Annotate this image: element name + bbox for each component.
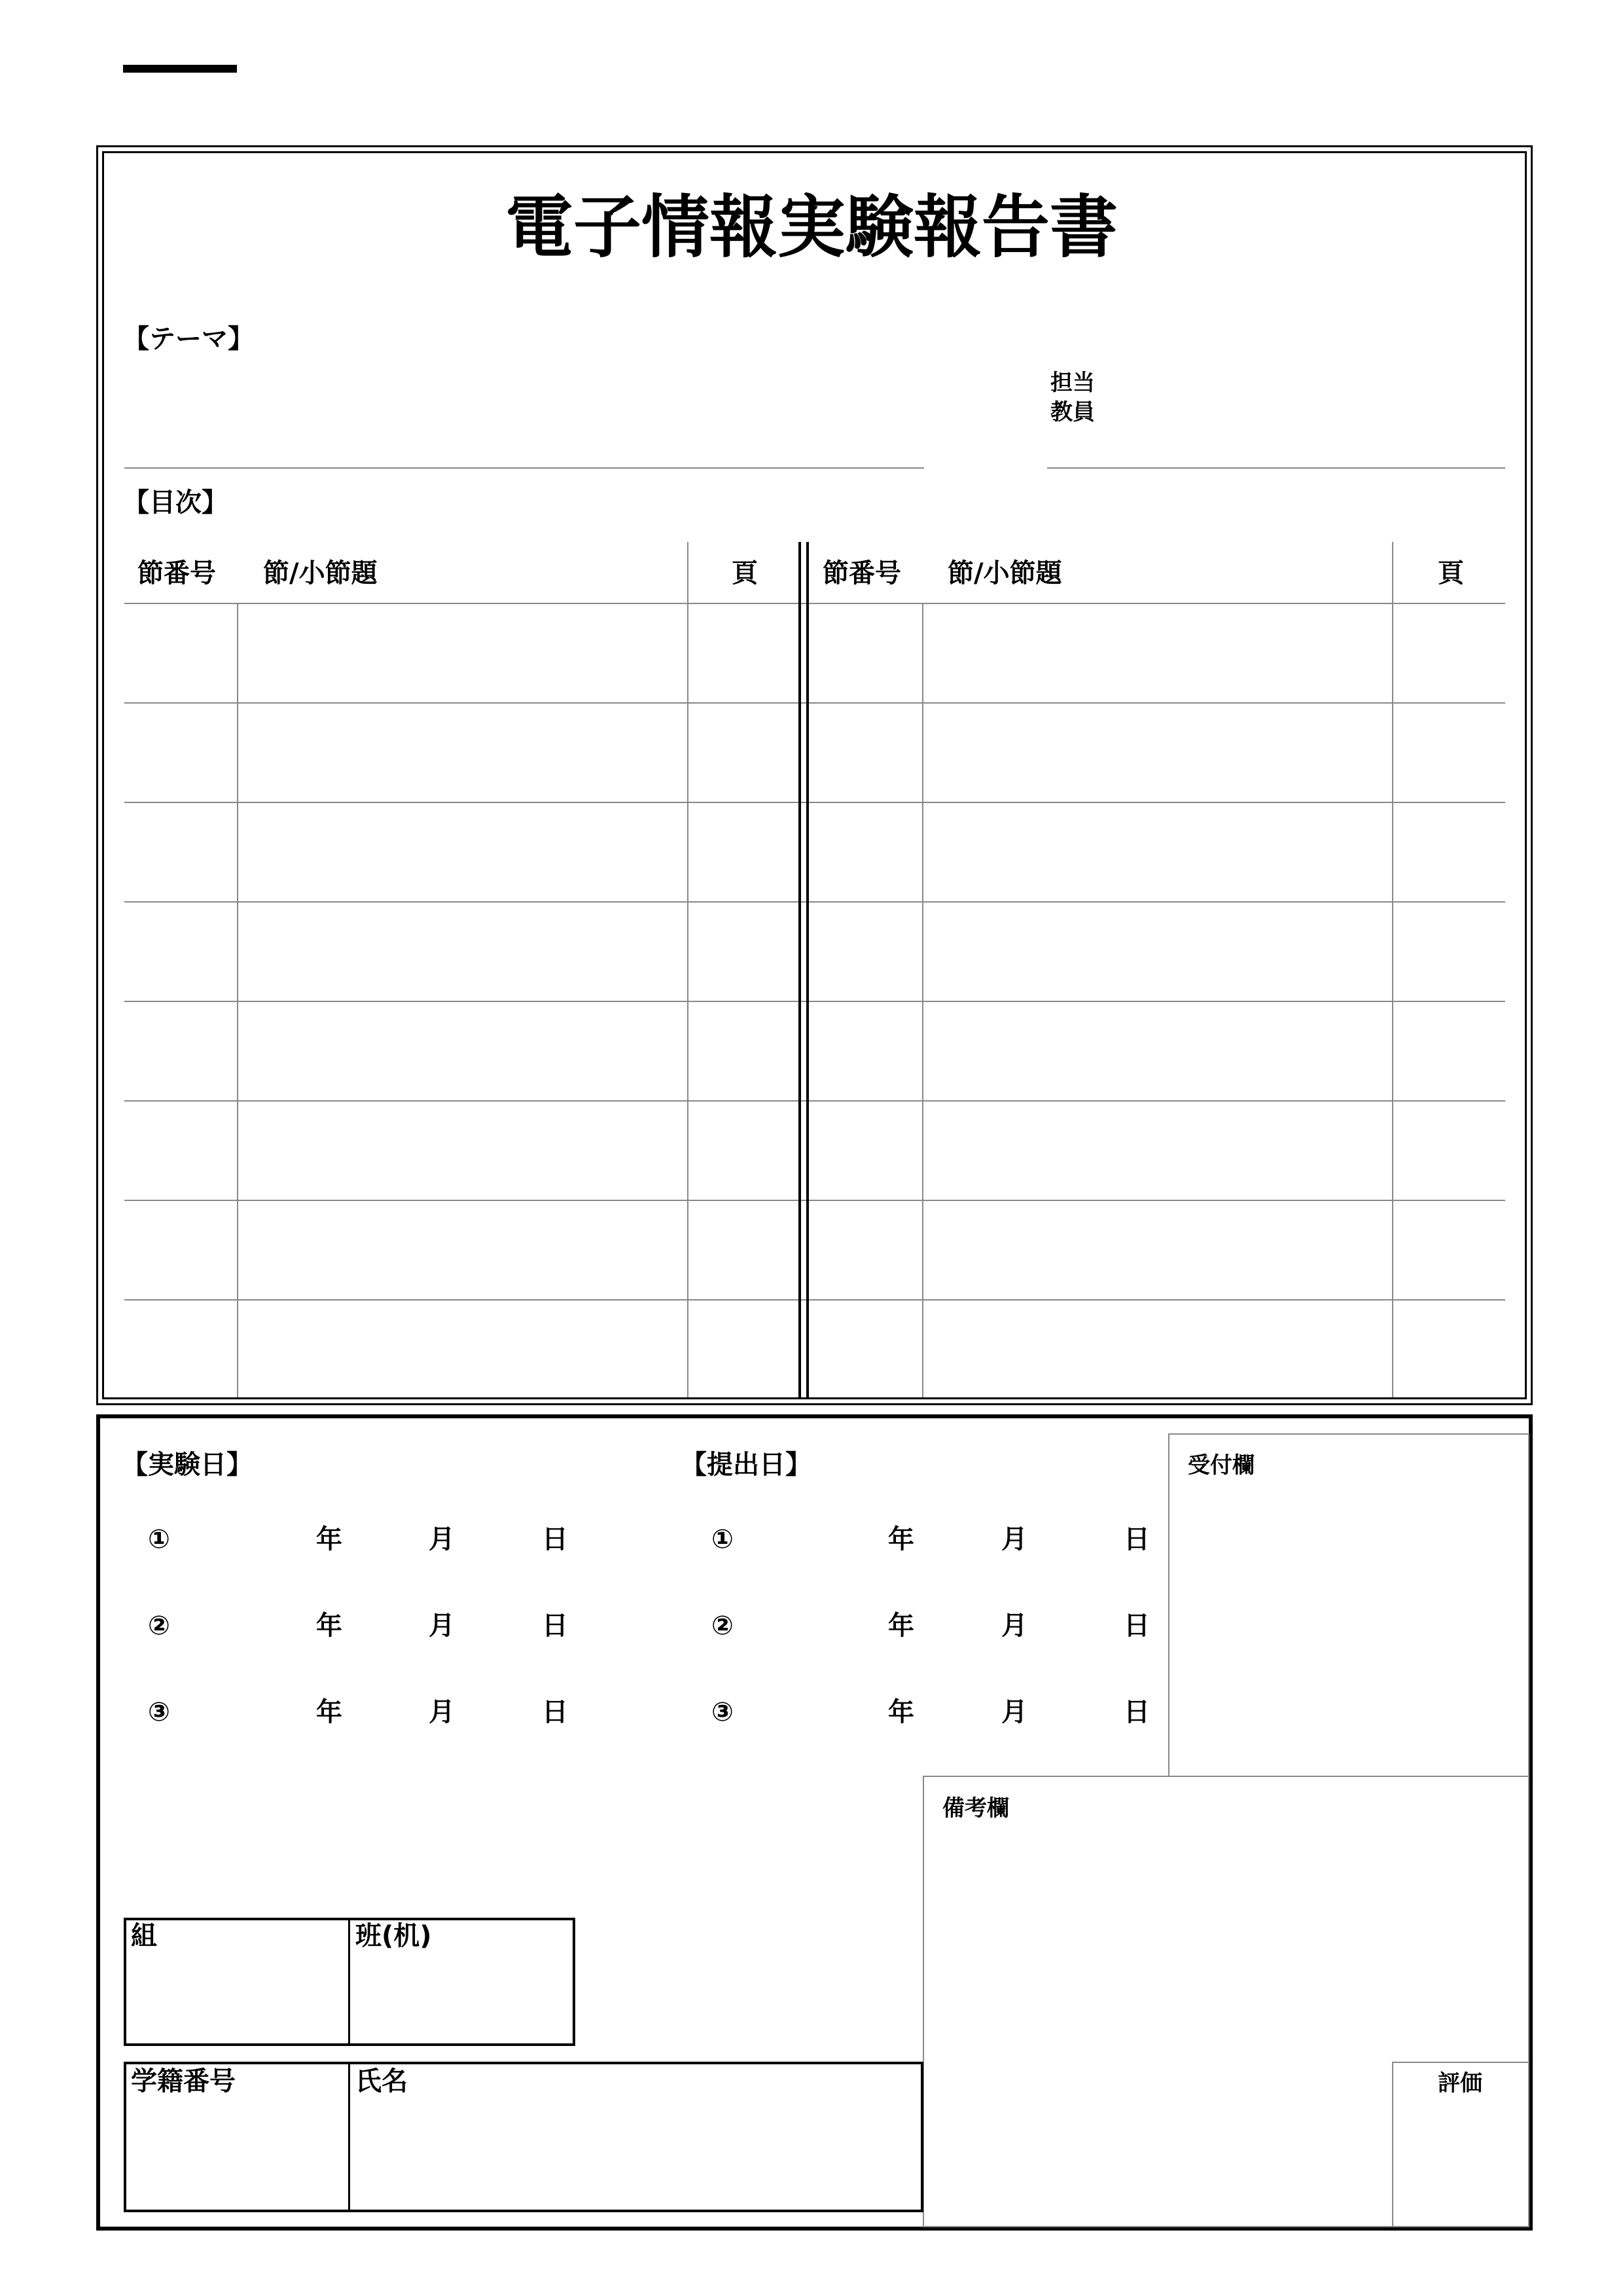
student-info-divider — [348, 2062, 350, 2212]
toc-col-line — [1392, 542, 1393, 1397]
experiment-date-label: 【実験日】 — [122, 1450, 253, 1480]
submit-date-3-month: 月 — [1001, 1697, 1027, 1727]
submit-date-1-month: 月 — [1001, 1524, 1027, 1554]
submit-date-2-marker: ② — [711, 1611, 734, 1641]
submit-date-1-day: 日 — [1124, 1524, 1150, 1554]
exp-date-1-month: 月 — [429, 1524, 455, 1554]
toc-row-line — [124, 1200, 1505, 1201]
name-label: 氏名 — [355, 2066, 408, 2096]
class-label: 組 — [131, 1921, 157, 1951]
group-input-area[interactable] — [353, 1957, 571, 2042]
evaluation-label: 評価 — [1438, 2070, 1482, 2096]
submit-date-1-year: 年 — [888, 1524, 914, 1554]
page-title: 電子情報実験報告書 — [505, 187, 1118, 267]
reception-label: 受付欄 — [1188, 1452, 1255, 1479]
toc-col-line — [237, 603, 238, 1397]
toc-center-divider-1 — [798, 542, 801, 1397]
toc-header-title-right: 節/小節題 — [948, 558, 1062, 588]
exp-date-2-day: 日 — [542, 1611, 568, 1641]
submit-date-2-year: 年 — [888, 1611, 914, 1641]
exp-date-1-day: 日 — [542, 1524, 568, 1554]
top-section-inner-border — [102, 151, 1527, 1399]
toc-col-line — [922, 603, 923, 1397]
class-input-area[interactable] — [129, 1957, 345, 2042]
student-id-label: 学籍番号 — [131, 2066, 236, 2096]
submit-date-3-day: 日 — [1124, 1697, 1150, 1727]
exp-date-2-month: 月 — [429, 1611, 455, 1641]
exp-date-3-year: 年 — [316, 1697, 342, 1727]
toc-center-divider-2 — [806, 542, 809, 1397]
name-input-area[interactable] — [353, 2101, 918, 2207]
remarks-label: 備考欄 — [942, 1795, 1009, 1821]
exp-date-1-marker: ① — [148, 1524, 170, 1554]
toc-row-line — [124, 1001, 1505, 1002]
toc-header-page-left: 頁 — [732, 558, 758, 588]
exp-date-3-marker: ③ — [148, 1697, 170, 1727]
toc-row-line — [124, 802, 1505, 803]
exp-date-2-marker: ② — [148, 1611, 170, 1641]
theme-line — [124, 467, 924, 469]
submit-date-3-marker: ③ — [711, 1697, 734, 1727]
header-bar — [123, 65, 237, 73]
submit-date-label: 【提出日】 — [681, 1450, 812, 1480]
group-label: 班(机) — [355, 1921, 432, 1951]
toc-row-line — [124, 702, 1505, 704]
submit-date-2-day: 日 — [1124, 1611, 1150, 1641]
student-id-input-area[interactable] — [129, 2101, 345, 2207]
toc-header-title-left: 節/小節題 — [263, 558, 378, 588]
toc-header-page-right: 頁 — [1438, 558, 1464, 588]
exp-date-2-year: 年 — [316, 1611, 342, 1641]
class-group-divider — [348, 1918, 350, 2046]
teacher-line — [1047, 467, 1505, 469]
teacher-label-2: 教員 — [1050, 399, 1095, 425]
toc-row-line — [124, 901, 1505, 903]
toc-row-line — [124, 1100, 1505, 1102]
toc-col-line — [687, 542, 688, 1397]
toc-row-line — [124, 1299, 1505, 1300]
exp-date-1-year: 年 — [316, 1524, 342, 1554]
exp-date-3-month: 月 — [429, 1697, 455, 1727]
submit-date-2-month: 月 — [1001, 1611, 1027, 1641]
toc-header-num-right: 節番号 — [823, 558, 901, 588]
toc-label: 【目次】 — [123, 488, 228, 518]
submit-date-3-year: 年 — [888, 1697, 914, 1727]
exp-date-3-day: 日 — [542, 1697, 568, 1727]
toc-row-line — [124, 603, 1505, 604]
submit-date-1-marker: ① — [711, 1524, 734, 1554]
toc-header-num-left: 節番号 — [137, 558, 216, 588]
reception-box — [1168, 1433, 1529, 1777]
teacher-label-1: 担当 — [1050, 370, 1095, 396]
theme-label: 【テーマ】 — [123, 324, 254, 354]
